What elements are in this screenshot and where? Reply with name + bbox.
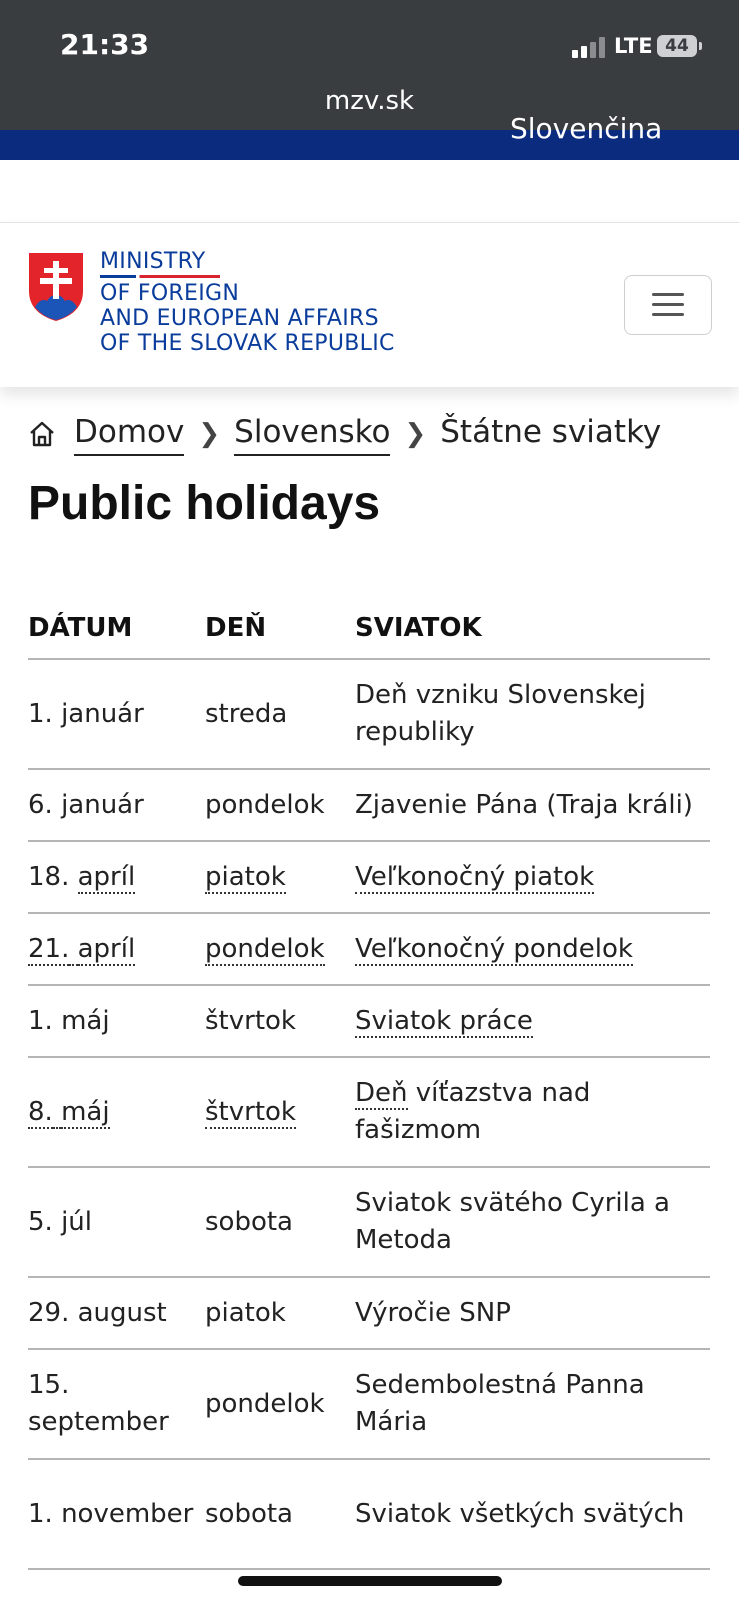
cell-holiday: Sviatok svätého Cyrila a Metoda <box>355 1188 670 1255</box>
ministry-logo-text[interactable] <box>100 249 395 356</box>
breadcrumb-section-link[interactable]: Slovensko <box>234 414 390 456</box>
table-row <box>28 1350 710 1460</box>
cell-date <box>28 859 205 896</box>
cell-date <box>28 1094 205 1131</box>
table-row <box>28 1460 710 1570</box>
url-bar[interactable]: mzv.sk <box>324 86 415 116</box>
table-header <box>28 598 710 660</box>
battery-icon <box>657 35 697 57</box>
cell-day <box>205 859 355 896</box>
breadcrumb <box>28 414 661 458</box>
coat-of-arms-icon[interactable] <box>27 251 85 323</box>
brand-line-4: OF THE SLOVAK REPUBLIC <box>100 331 395 356</box>
table-row <box>28 1168 710 1278</box>
browser-chrome <box>0 0 739 130</box>
hamburger-menu-button[interactable] <box>624 275 712 335</box>
date-day-number[interactable]: 21. <box>28 933 70 964</box>
battery-level: 44 <box>665 36 689 56</box>
cell-holiday: Zjavenie Pána (Traja králi) <box>355 789 693 820</box>
cell-holiday <box>355 1003 710 1040</box>
home-icon[interactable] <box>28 420 56 448</box>
page-title: Public holidays <box>28 477 381 530</box>
cell-holiday <box>355 1075 710 1149</box>
cell-day: štvrtok <box>205 1005 296 1036</box>
column-header-date: DÁTUM <box>28 613 133 643</box>
table-row <box>28 660 710 770</box>
status-time: 21:33 <box>60 28 150 61</box>
date-month-link[interactable]: máj <box>61 1096 110 1127</box>
table-row <box>28 986 710 1058</box>
site-header <box>0 222 739 387</box>
cell-holiday: Sviatok všetkých svätých <box>355 1498 685 1529</box>
table-row <box>28 1278 710 1350</box>
network-label: LTE <box>614 34 653 58</box>
cell-date: 6. január <box>28 789 144 820</box>
date-month-link[interactable]: apríl <box>77 933 136 964</box>
holiday-link[interactable]: Sviatok práce <box>355 1005 533 1036</box>
column-header-day: DEŇ <box>205 613 267 643</box>
cell-holiday <box>355 931 710 968</box>
day-link[interactable]: štvrtok <box>205 1096 296 1127</box>
chevron-right-icon: ❯ <box>198 419 221 449</box>
cell-date: 1. máj <box>28 1005 110 1036</box>
day-link[interactable]: pondelok <box>205 933 325 964</box>
cell-holiday: Sedembolestná Panna Mária <box>355 1370 645 1437</box>
brand-line-2: OF FOREIGN <box>100 281 240 306</box>
cell-date: 15. september <box>28 1370 169 1437</box>
cell-date: 5. júl <box>28 1206 92 1237</box>
cell-day: sobota <box>205 1206 293 1237</box>
cell-holiday: Deň vzniku Slovenskej republiky <box>355 680 646 747</box>
date-day-number[interactable]: 8. <box>28 1096 53 1127</box>
date-space[interactable] <box>53 1097 61 1129</box>
language-strip <box>0 112 739 160</box>
brand-line-3: AND EUROPEAN AFFAIRS <box>100 306 379 331</box>
holiday-link[interactable]: Veľkonočný pondelok <box>355 933 633 964</box>
breadcrumb-home-link[interactable]: Domov <box>74 414 184 456</box>
brand-divider <box>100 275 220 278</box>
signal-icon <box>572 36 608 58</box>
table-row <box>28 914 710 986</box>
cell-holiday: Výročie SNP <box>355 1297 511 1328</box>
holiday-link[interactable]: Veľkonočný piatok <box>355 861 595 892</box>
cell-date <box>28 931 205 968</box>
breadcrumb-current: Štátne sviatky <box>440 414 662 450</box>
hamburger-icon-bar <box>652 313 684 316</box>
day-link[interactable]: piatok <box>205 861 286 892</box>
language-switch[interactable]: Slovenčina <box>510 112 663 145</box>
cell-day: pondelok <box>205 1388 325 1419</box>
date-month-link[interactable]: apríl <box>77 861 136 892</box>
cell-day: piatok <box>205 1297 286 1328</box>
brand-line-1: MINISTRY <box>100 249 206 274</box>
column-header-holiday: SVIATOK <box>355 613 482 643</box>
cell-day: streda <box>205 698 288 729</box>
cell-day: sobota <box>205 1498 293 1529</box>
cell-date: 29. august <box>28 1297 167 1328</box>
hamburger-icon-bar <box>652 303 684 306</box>
date-space[interactable] <box>69 934 77 966</box>
table-row <box>28 1058 710 1168</box>
cell-day: pondelok <box>205 789 325 820</box>
cell-day <box>205 1094 355 1131</box>
cell-date: 1. január <box>28 698 144 729</box>
cell-holiday <box>355 859 710 896</box>
chevron-right-icon: ❯ <box>404 419 427 449</box>
cell-day <box>205 931 355 968</box>
cell-date: 1. november <box>28 1498 194 1529</box>
holidays-table <box>28 598 710 1570</box>
holiday-text: víťazstva nad fašizmom <box>355 1078 591 1145</box>
hamburger-icon <box>652 293 684 296</box>
table-row <box>28 770 710 842</box>
date-day-number: 18. <box>28 861 70 892</box>
table-row <box>28 842 710 914</box>
home-indicator[interactable] <box>238 1576 502 1586</box>
holiday-link[interactable]: Deň <box>355 1078 408 1108</box>
